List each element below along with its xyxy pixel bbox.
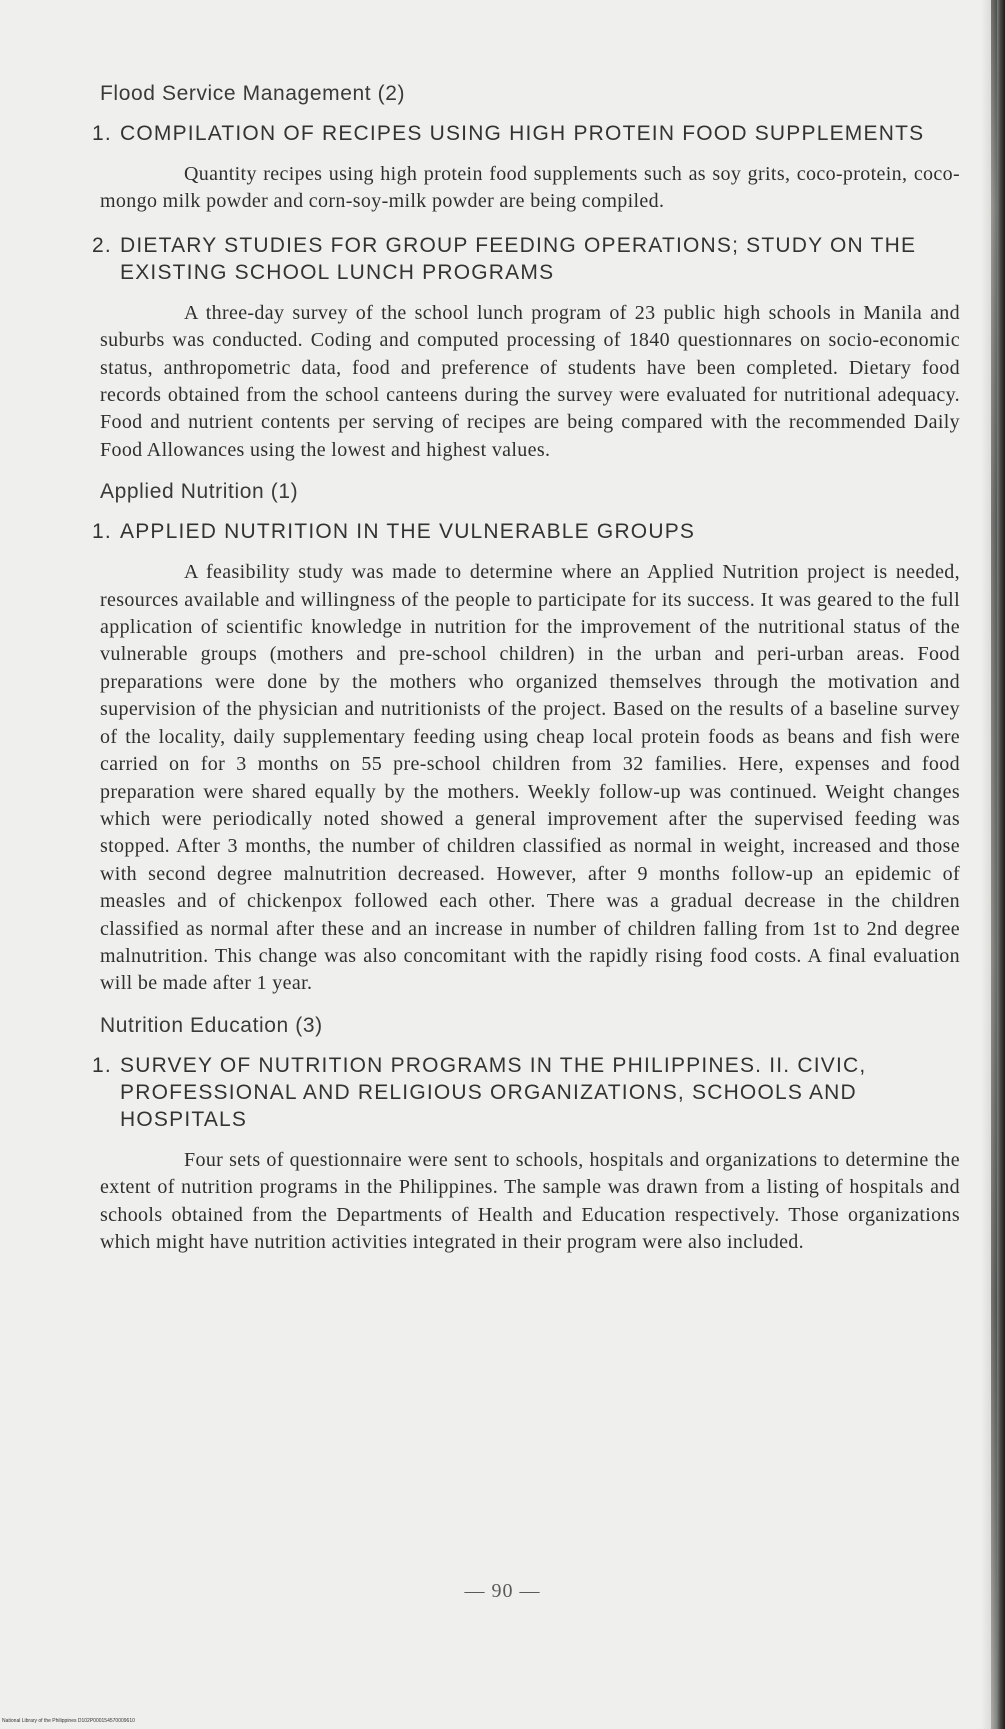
item-number: 1. [92, 520, 112, 544]
item-heading-survey-programs [92, 1052, 960, 1133]
section-label-flood-service: Flood Service Management (2) [100, 82, 406, 105]
item-heading-text: COMPILATION OF RECIPES USING HIGH PROTEIN FOOD SUPPLEMENTS [120, 122, 925, 145]
paragraph-dietary-studies: A three-day survey of the school lunch program of 23 public high schools in Manila and suburbs was conducted. Coding and computed processing of 1840 questionnares on socio-economic status, anthropometric data, food and preference of students have been completed. Dietary food records obtained from the school canteens during the survey were evaluated for nutritional adequacy. Food and nutrient contents per serving of recipes are being compared with the recommended Daily Food Allowances using the lowest and highest values. [100, 301, 960, 461]
item-heading-text: APPLIED NUTRITION IN THE VULNERABLE GROUPS [120, 520, 696, 544]
page-number: — 90 — [464, 1580, 541, 1602]
page-edge-shadow [981, 0, 1005, 1729]
item-heading-text: DIETARY STUDIES FOR GROUP FEEDING OPERATIONS; STUDY ON THE EXISTING SCHOOL LUNCH PROGRAMS [120, 233, 917, 284]
page-content [92, 82, 960, 1272]
item-heading-applied-nutrition [92, 518, 960, 545]
paragraph-applied-nutrition: A feasibility study was made to determine where an Applied Nutrition project is needed, resources available and willingness of the people to participate for its success. It was geared to the full application of scientific knowledge in nutrition for the improvement of the nutritional status of the vulnerable groups (mothers and pre-school children) in the urban and peri-urban areas. Food preparations were done by the mothers who organized themselves through the motivation and supervision of the physician and nutritionists of the project. Based on the results of a baseline survey of the locality, daily supplementary feeding using cheap local protein foods as beans and fish were carried on for 3 months on 55 pre-school children from 32 families. Here, expenses and food preparation were shared equally by the mothers. Weekly follow-up was continued. Weight changes which were periodically noted showed a general improvement after the supervised feeding was stopped. After 3 months, the number of children classified as normal in weight, increased and those with second degree malnutrition decreased. However, after 9 months follow-up an epidemic of measles and of chickenpox followed each other. There was a gradual decrease in the children classified as normal after these and an increase in number of children falling from 1st to 2nd degree malnutrition. This change was also concomitant with the rapidly rising food costs. A final evaluation will be made after 1 year. [100, 561, 960, 995]
item-number: 2. [92, 233, 112, 257]
section-label-nutrition-education: Nutrition Education (3) [100, 1013, 323, 1037]
item-heading-text: SURVEY OF NUTRITION PROGRAMS IN THE PHILIPPINES. II. CIVIC, PROFESSIONAL AND RELIGIOUS ORGANIZATIONS, SCHOOLS AND HOSPITALS [120, 1053, 867, 1131]
item-heading-dietary-studies [92, 232, 960, 286]
page-edge-binding [991, 0, 997, 1729]
section-label-applied-nutrition: Applied Nutrition (1) [100, 480, 299, 504]
item-heading-compilation [92, 120, 960, 147]
footer-credit: National Library of the Philippines D102P000154570009610 [2, 1718, 135, 1724]
item-number: 1. [92, 122, 112, 145]
paragraph-survey-programs: Four sets of questionnaire were sent to schools, hospitals and organizations to determine the extent of nutrition programs in the Philippines. The sample was drawn from a listing of hospitals and schools obtained from the Departments of Health and Education respectively. Those organizations which might have nutrition activities integrated in their program were also included. [100, 1148, 960, 1253]
paragraph-compilation: Quantity recipes using high protein food supplements such as soy grits, coco-protein, coco-mongo milk powder and corn-soy-milk powder are being compiled. [100, 163, 960, 213]
item-number: 1. [92, 1053, 112, 1077]
